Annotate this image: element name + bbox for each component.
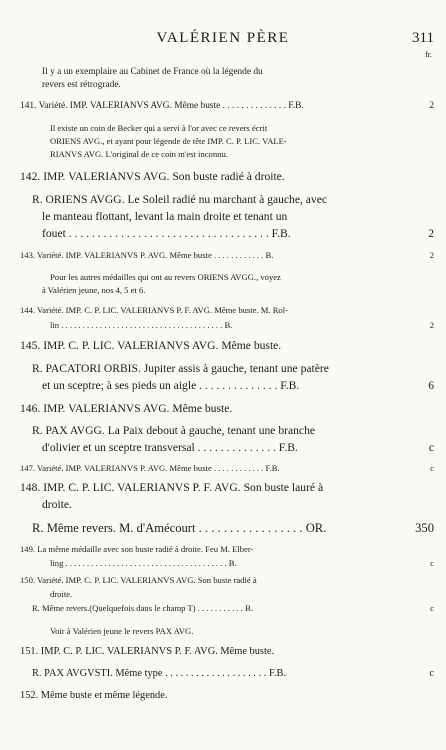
value-francs: 2 [429,101,434,111]
line-text: 148. IMP. C. P. LIC. VALERIANVS P. F. AVG. Son buste lauré à [20,481,324,494]
catalogue-line [20,603,424,613]
value-francs: c [430,558,434,568]
catalogue-line [20,123,442,133]
line-text: 147. Variété. IMP. VALERIANVS P. AVG. Même buste . . . . . . . . . . . . F.B. [20,463,280,473]
line-text: Il y a un exemplaire au Cabinet de France où la légende du [42,67,263,77]
value-francs: c [430,603,434,613]
line-text: revers est rétrograde. [42,80,121,90]
catalogue-line [20,193,424,206]
value-column-heading: fr. [425,50,432,59]
catalogue-line [20,558,442,568]
catalogue-line [20,498,434,511]
catalogue-line [20,101,412,111]
line-text: R. PAX AVGG. La Paix debout à gauche, tenant une branche [32,424,316,437]
catalogue-line [20,305,412,315]
catalogue-line [20,379,434,392]
value-francs: 350 [415,521,434,535]
catalogue-line [20,646,412,657]
catalogue-line [20,668,424,679]
page-number: 311 [412,30,434,46]
catalogue-line [20,463,412,473]
value-francs: c [429,668,434,679]
line-text: 150. Variété. IMP. C. P. LIC. VALERIANVS AVG. Son buste radié à [20,575,257,585]
line-text: à Valérien jeune, nos 4, 5 et 6. [42,285,146,295]
catalogue-line [20,521,424,536]
catalogue-line [20,362,424,375]
catalogue-line [20,589,442,599]
catalogue-line [20,67,434,77]
line-text: 146. IMP. VALERIANVS AVG. Même buste. [20,402,233,415]
catalogue-line [20,227,434,240]
line-text: R. Même revers.(Quelquefois dans le champ T) . . . . . . . . . . . B. [32,603,253,613]
line-text: R. Même revers. M. d'Amécourt . . . . . . . . . . . . . . . . . OR. [32,521,327,535]
line-text: R. PACATORI ORBIS. Jupiter assis à gauche, tenant une patère [32,362,329,375]
catalogue-line [20,690,412,701]
line-text: fouet . . . . . . . . . . . . . . . . . . . . . . . . . . . . . . . . . . . F.B. [42,227,291,240]
page-header [0,30,446,59]
catalogue-line [20,80,434,90]
line-text: R. PAX AVGVSTI. Même type . . . . . . . . . . . . . . . . . . . . F.B. [32,668,287,679]
value-francs: 2 [429,250,434,260]
catalogue-line [20,339,412,352]
catalogue-line [20,272,442,282]
catalogue-line [20,626,442,636]
line-text: 141. Variété. IMP. VALERIANVS AVG. Même buste . . . . . . . . . . . . . . F.B. [20,101,304,111]
catalogue-line [20,402,412,415]
line-text: 142. IMP. VALERIANVS AVG. Son buste radié à droite. [20,170,285,183]
line-text: ling . . . . . . . . . . . . . . . . . . . . . . . . . . . . . . . . . . . . . . B. [50,558,237,568]
line-text: Pour les autres médailles qui ont au revers ORIENS AVGG., voyez [50,272,281,282]
line-text: 145. IMP. C. P. LIC. VALERIANVS AVG. Même buste. [20,339,282,352]
line-text: Voir à Valérien jeune le revers PAX AVG. [50,626,194,636]
catalogue-line [20,575,412,585]
catalogue-line [20,544,412,554]
line-text: droite. [50,589,73,599]
line-text: RIANVS AVG. L'original de ce coin m'est inconnu. [50,149,228,159]
catalogue-line [20,136,442,146]
catalogue-line [20,210,434,223]
line-text: R. ORIENS AVGG. Le Soleil radié nu marchant à gauche, avec [32,193,328,206]
line-text: et un sceptre; à ses pieds un aigle . . . . . . . . . . . . . . F.B. [42,379,300,392]
catalogue-line [20,320,442,330]
line-text: 151. IMP. C. P. LIC. VALERIANVS P. F. AVG. Même buste. [20,646,275,657]
line-text: 144. Variété. IMP. C. P. LIC. VALERIANVS P. F. AVG. Même buste. M. Rol- [20,305,288,315]
catalogue-line [20,149,442,159]
line-text: 149. La même médaille avec son buste radié à droite. Feu M. Elber- [20,544,254,554]
line-text: lin . . . . . . . . . . . . . . . . . . . . . . . . . . . . . . . . . . . . . . B. [50,320,233,330]
catalogue-line [20,441,434,454]
line-text: 152. Même buste et même légende. [20,690,168,701]
line-text: le manteau flottant, levant la main droite et tenant un [42,210,288,223]
running-title: VALÉRIEN PÈRE [156,30,290,46]
catalogue-line [20,170,412,183]
value-francs: 2 [428,227,434,240]
value-francs: c [428,441,434,454]
line-text: 143. Variété. IMP. VALERIANVS P. AVG. Même buste . . . . . . . . . . . . B. [20,250,274,260]
catalogue-line [20,250,412,260]
value-francs: c [430,463,434,473]
value-francs: 6 [428,379,434,392]
catalogue-line [20,481,412,494]
catalogue-line [20,285,434,295]
line-text: d'olivier et un sceptre transversal . . . . . . . . . . . . . . F.B. [42,441,298,454]
line-text: droite. [42,498,72,511]
value-francs: 2 [429,320,434,330]
line-text: ORIENS AVG., et ayant pour légende de tête IMP. C. P. LIC. VALE- [50,136,287,146]
line-text: Il existe un coin de Becker qui a servi à l'or avec ce revers écrit [50,123,268,133]
catalogue-line [20,424,424,437]
